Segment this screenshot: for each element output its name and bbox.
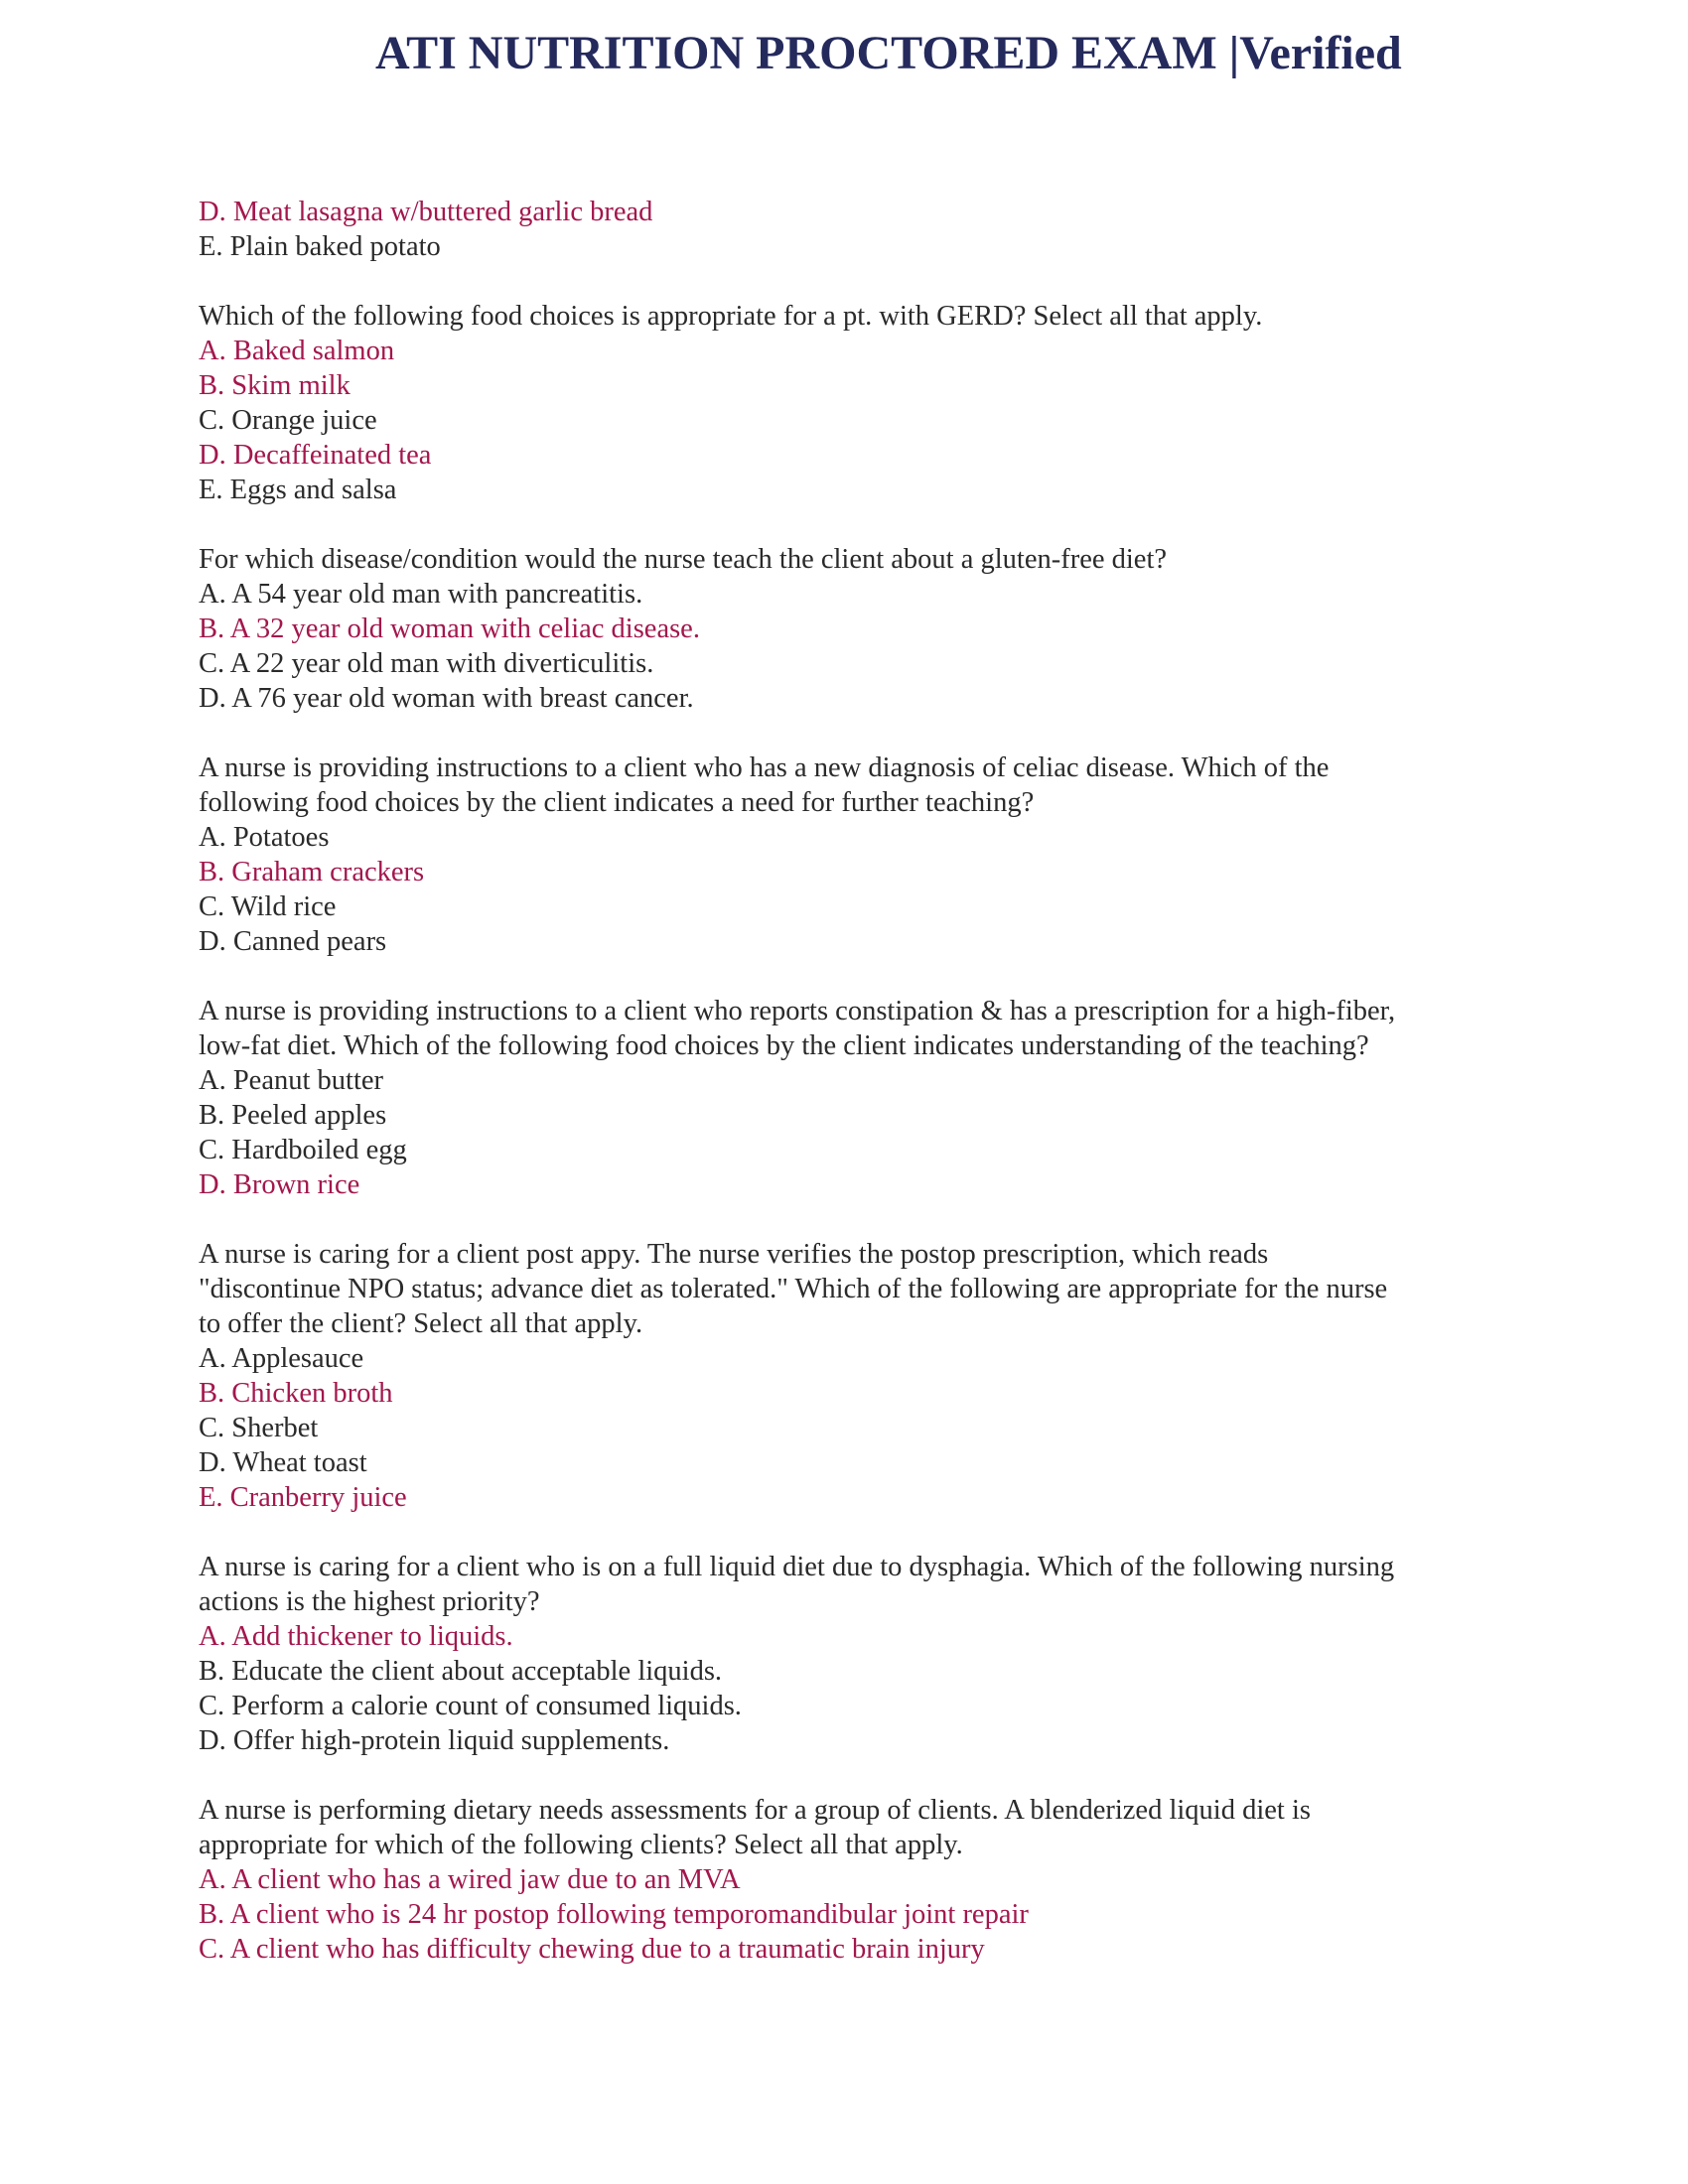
answer-option: D. Canned pears bbox=[199, 926, 387, 957]
question-spacer bbox=[199, 1202, 1489, 1237]
answer-option: D. Offer high-protein liquid supplements. bbox=[199, 1725, 670, 1756]
question-stem-line: following food choices by the client indicates a need for further teaching? bbox=[199, 787, 1035, 818]
answer-option-correct: A. A client who has a wired jaw due to an MVA bbox=[199, 1864, 741, 1895]
answer-option: A. Potatoes bbox=[199, 822, 330, 853]
answer-option-correct: B. Graham crackers bbox=[199, 857, 425, 887]
question-block bbox=[199, 299, 1489, 507]
answer-option-correct: D. Meat lasagna w/buttered garlic bread bbox=[199, 197, 653, 227]
answer-option: C. Wild rice bbox=[199, 891, 337, 922]
answer-option: C. Orange juice bbox=[199, 405, 377, 436]
question-stem-line: A nurse is performing dietary needs assessments for a group of clients. A blenderized liquid diet is bbox=[199, 1795, 1311, 1826]
answer-option: C. A 22 year old man with diverticulitis. bbox=[199, 648, 654, 679]
answer-option: A. Peanut butter bbox=[199, 1065, 384, 1096]
question-spacer bbox=[199, 264, 1489, 299]
question-stem-line: Which of the following food choices is appropriate for a pt. with GERD? Select all that apply. bbox=[199, 301, 1263, 332]
answer-option: A. A 54 year old man with pancreatitis. bbox=[199, 579, 643, 610]
answer-option: E. Eggs and salsa bbox=[199, 475, 397, 505]
question-stem-line: For which disease/condition would the nurse teach the client about a gluten-free diet? bbox=[199, 544, 1168, 575]
question-block bbox=[199, 1237, 1489, 1515]
answer-option-correct: B. A client who is 24 hr postop following temporomandibular joint repair bbox=[199, 1899, 1029, 1930]
answer-option-correct: D. Brown rice bbox=[199, 1169, 360, 1200]
question-stem-line: A nurse is providing instructions to a client who has a new diagnosis of celiac disease. Which of the bbox=[199, 752, 1330, 783]
answer-option: C. Perform a calorie count of consumed liquids. bbox=[199, 1691, 742, 1721]
answer-option-correct: A. Baked salmon bbox=[199, 336, 395, 366]
question-stem-line: A nurse is caring for a client who is on a full liquid diet due to dysphagia. Which of the following nursing bbox=[199, 1552, 1395, 1582]
answer-option: E. Plain baked potato bbox=[199, 231, 441, 262]
answer-option: C. Sherbet bbox=[199, 1413, 319, 1443]
question-block bbox=[199, 1550, 1489, 1758]
question-list bbox=[199, 264, 1489, 1967]
answer-option: B. Educate the client about acceptable liquids. bbox=[199, 1656, 723, 1687]
answer-option: D. Wheat toast bbox=[199, 1447, 367, 1478]
question-stem-line: appropriate for which of the following clients? Select all that apply. bbox=[199, 1830, 963, 1860]
answer-option-correct: B. A 32 year old woman with celiac disease. bbox=[199, 614, 700, 644]
question-stem-line: low-fat diet. Which of the following food choices by the client indicates understanding of the teaching? bbox=[199, 1030, 1369, 1061]
answer-option: A. Applesauce bbox=[199, 1343, 364, 1374]
question-stem-line: actions is the highest priority? bbox=[199, 1586, 540, 1617]
answer-option: B. Peeled apples bbox=[199, 1100, 387, 1131]
answer-option: C. Hardboiled egg bbox=[199, 1135, 407, 1165]
question-spacer bbox=[199, 716, 1489, 751]
continued-options bbox=[199, 195, 1489, 264]
question-block bbox=[199, 994, 1489, 1202]
question-spacer bbox=[199, 959, 1489, 994]
answer-option-correct: B. Chicken broth bbox=[199, 1378, 393, 1409]
document-title: ATI NUTRITION PROCTORED EXAM |Verified bbox=[375, 27, 1402, 79]
question-block bbox=[199, 751, 1489, 959]
question-stem-line: to offer the client? Select all that apply. bbox=[199, 1308, 643, 1339]
question-spacer bbox=[199, 507, 1489, 542]
question-block bbox=[199, 1793, 1489, 1967]
question-stem-line: A nurse is providing instructions to a client who reports constipation & has a prescription for a high-fiber, bbox=[199, 996, 1396, 1026]
document-body bbox=[199, 195, 1489, 1967]
question-spacer bbox=[199, 1758, 1489, 1793]
answer-option-correct: B. Skim milk bbox=[199, 370, 351, 401]
answer-option: D. A 76 year old woman with breast cancer. bbox=[199, 683, 694, 714]
question-spacer bbox=[199, 1515, 1489, 1550]
question-stem-line: "discontinue NPO status; advance diet as tolerated." Which of the following are appropriate for the nurse bbox=[199, 1274, 1388, 1304]
question-block bbox=[199, 542, 1489, 716]
answer-option-correct: C. A client who has difficulty chewing due to a traumatic brain injury bbox=[199, 1934, 985, 1965]
answer-option-correct: E. Cranberry juice bbox=[199, 1482, 407, 1513]
question-stem-line: A nurse is caring for a client post appy. The nurse verifies the postop prescription, which reads bbox=[199, 1239, 1269, 1270]
answer-option-correct: A. Add thickener to liquids. bbox=[199, 1621, 513, 1652]
answer-option-correct: D. Decaffeinated tea bbox=[199, 440, 432, 471]
